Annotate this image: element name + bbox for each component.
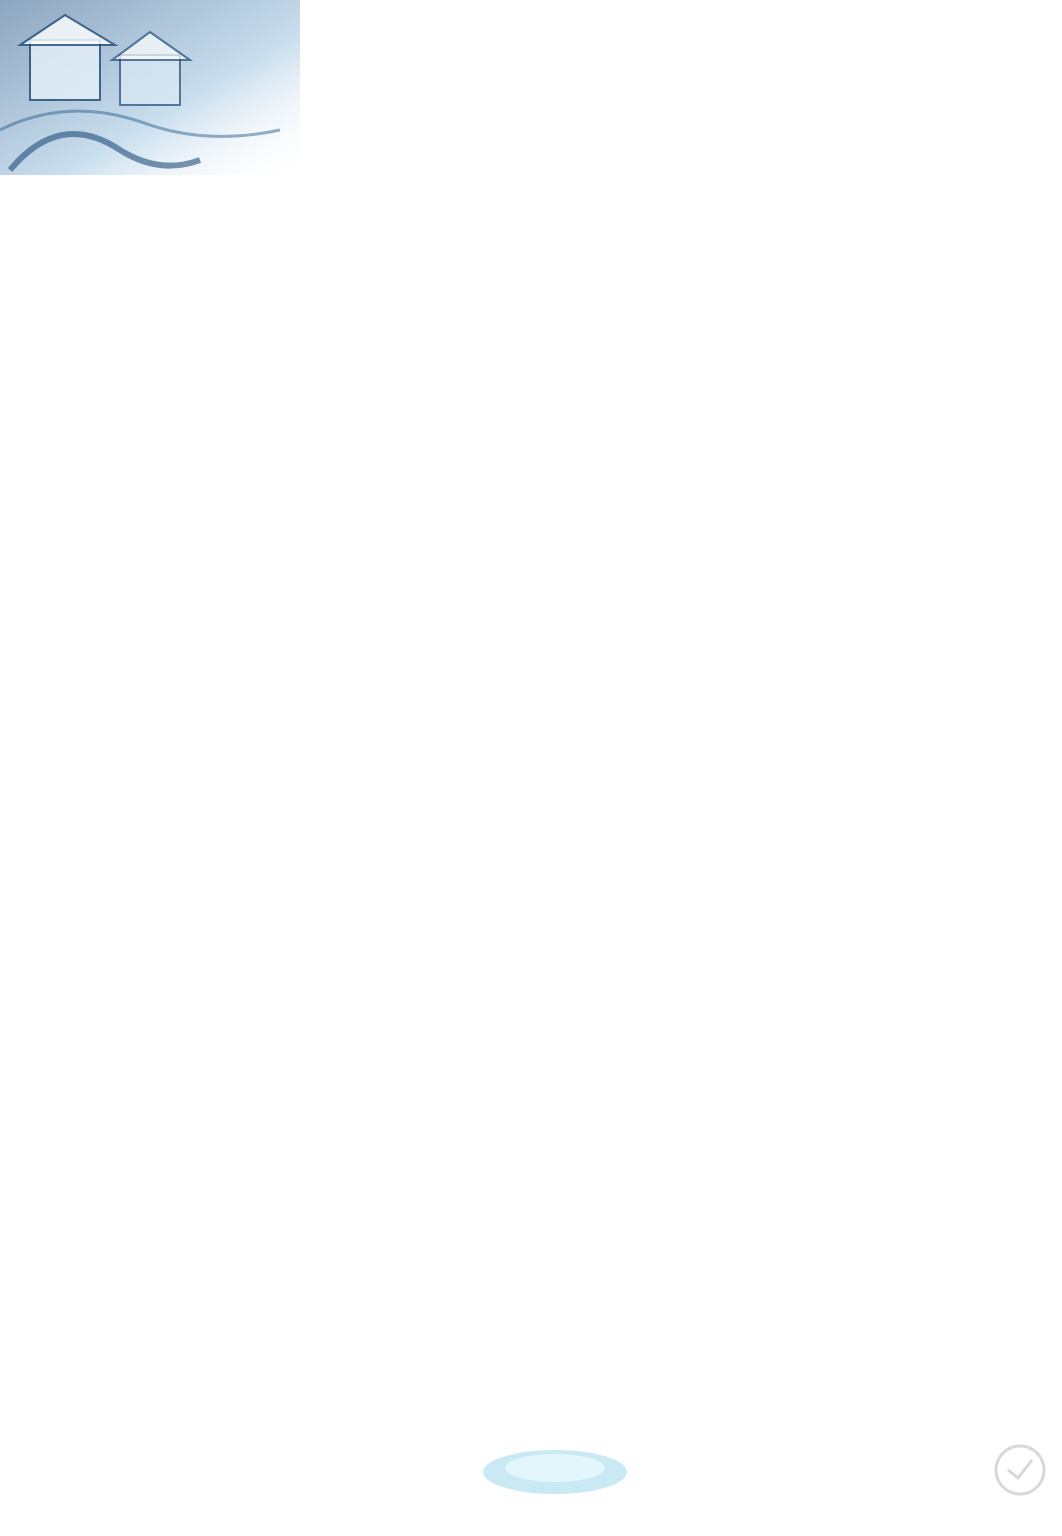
header-illustration bbox=[0, 0, 300, 175]
corner-watermark-icon bbox=[990, 1440, 1050, 1500]
